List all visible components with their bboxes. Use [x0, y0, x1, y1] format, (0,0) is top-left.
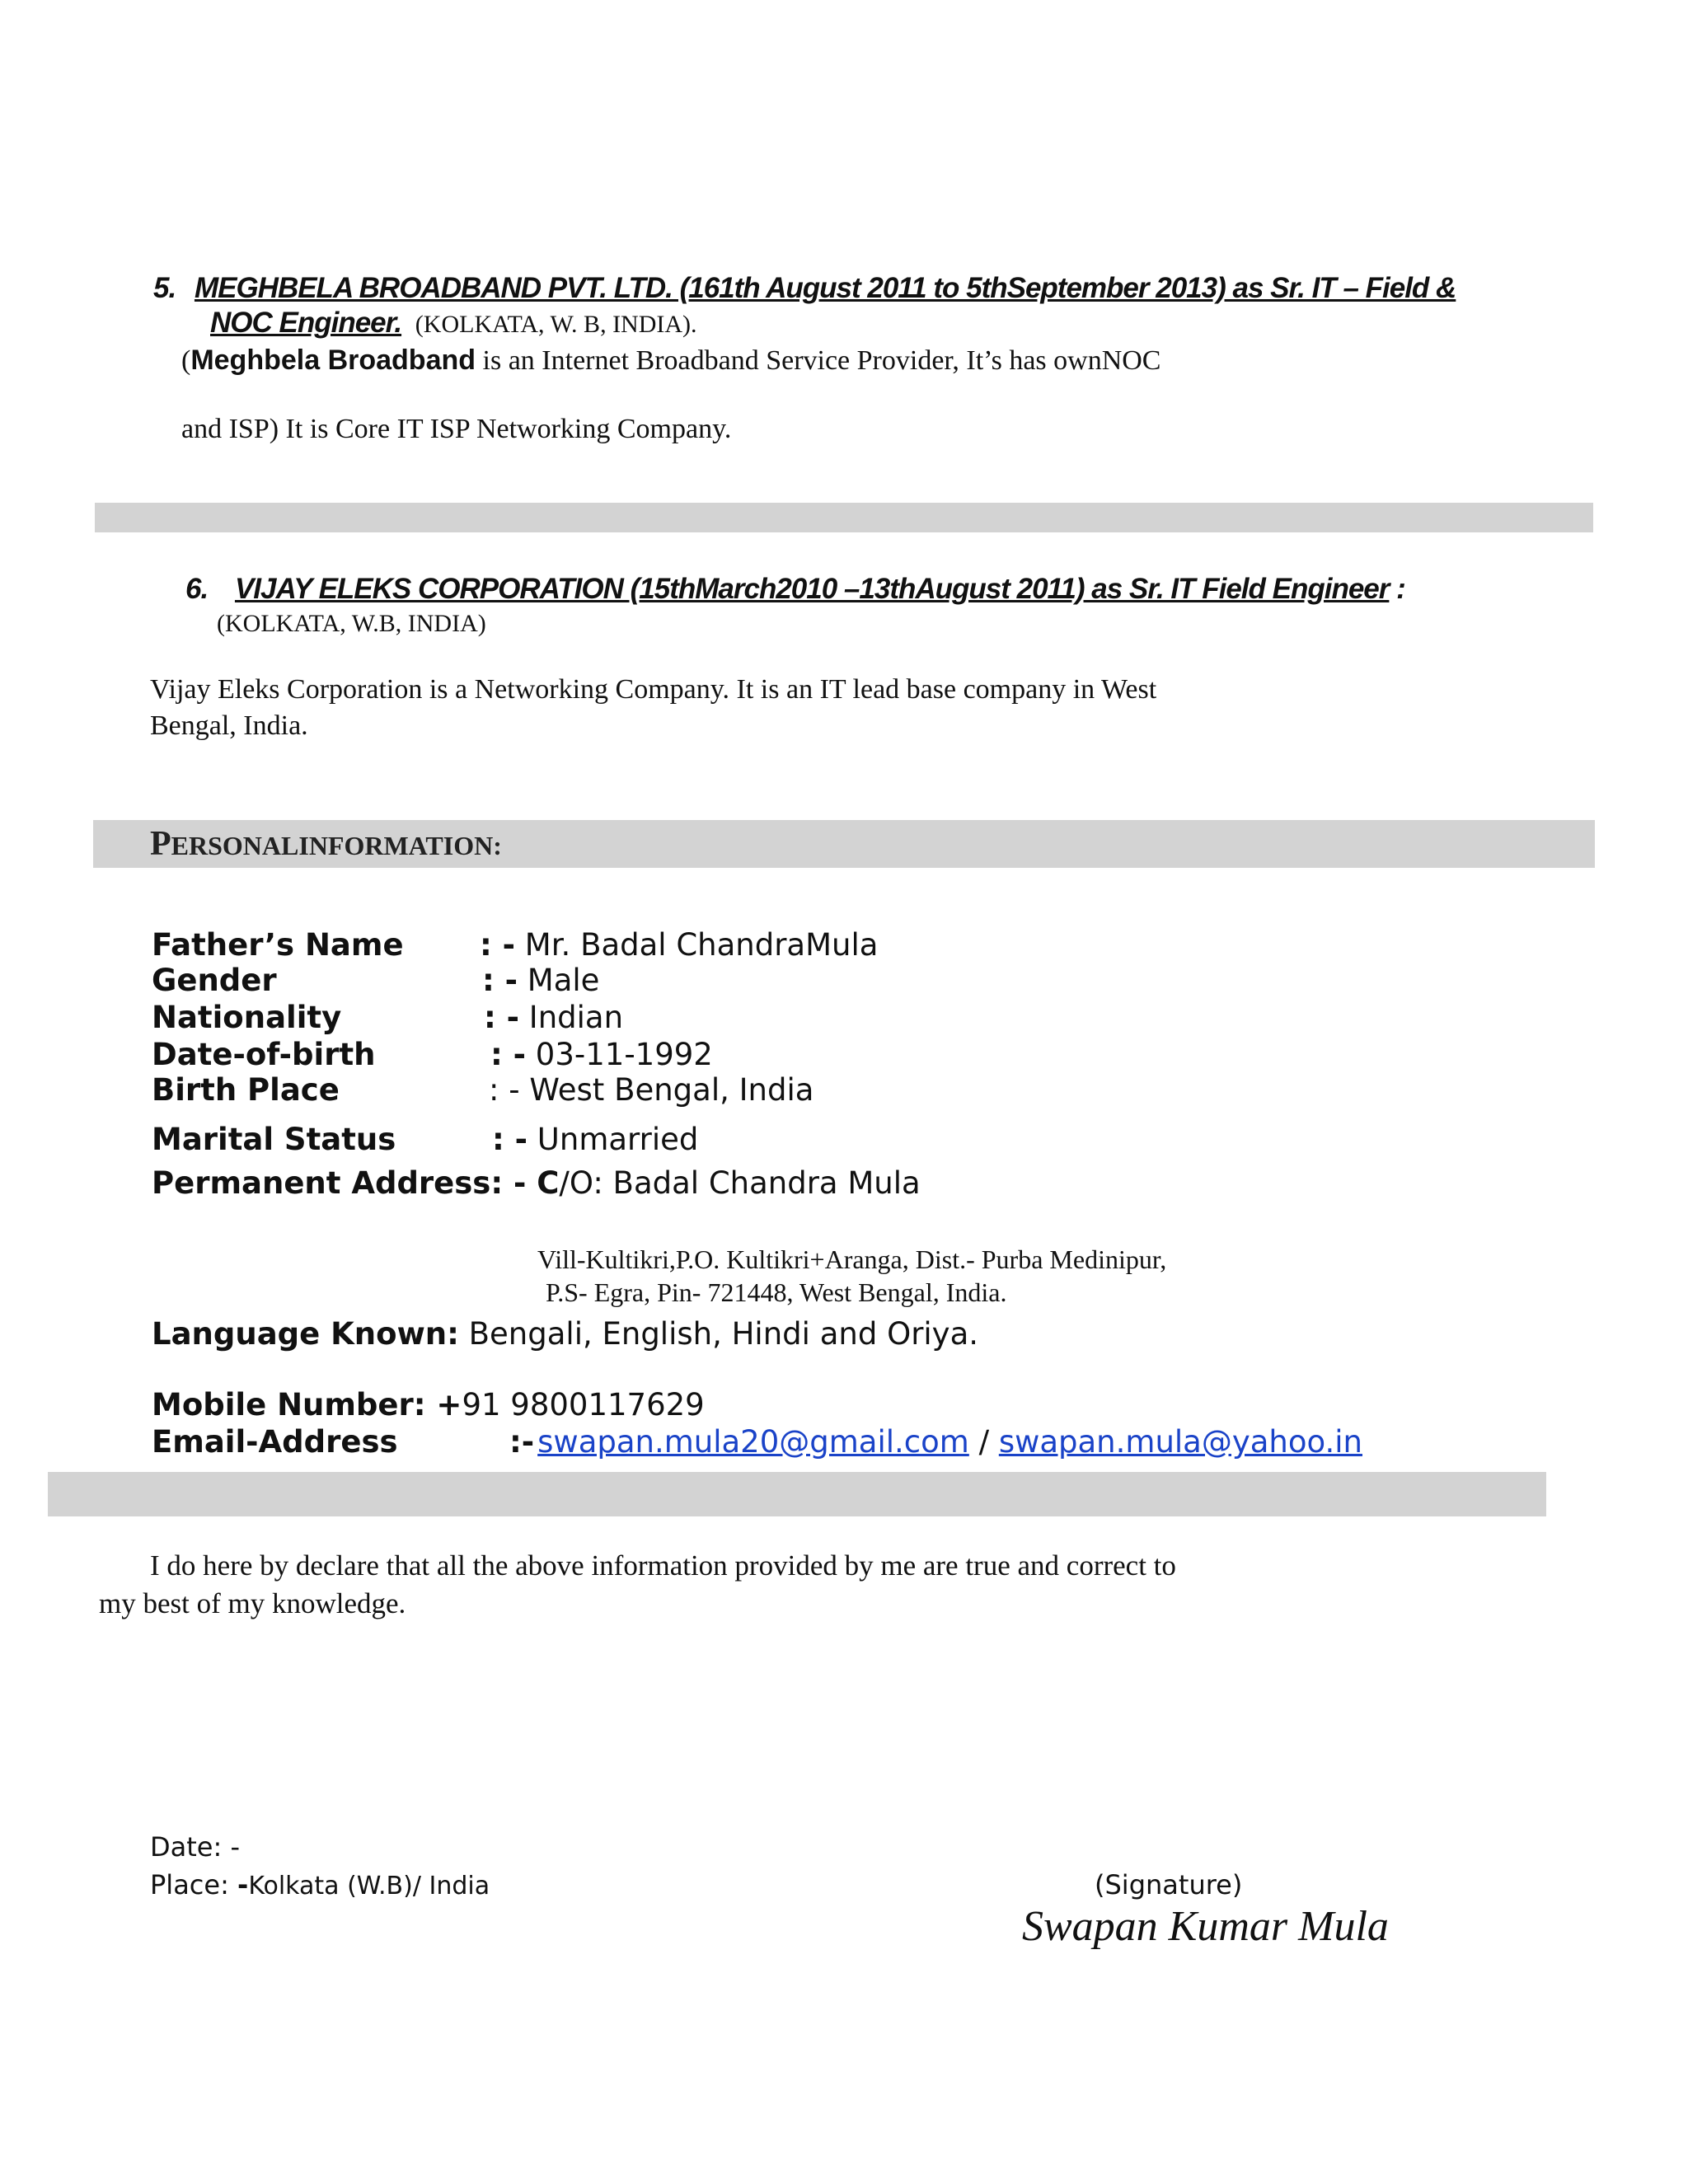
date-label: Date: - — [150, 1831, 240, 1863]
address-line-3: P.S- Egra, Pin- 721448, West Bengal, India. — [546, 1277, 1007, 1307]
email-row-value: :- swapan.mula20@gmail.com / swapan.mula@yahoo.in — [509, 1424, 1362, 1460]
declaration-line2: my best of my knowledge. — [99, 1587, 406, 1619]
email-link-yahoo[interactable]: swapan.mula@yahoo.in — [998, 1424, 1362, 1460]
dob-value: 03-11-1992 — [526, 1037, 713, 1072]
place-label: Place: — [150, 1869, 238, 1900]
section-divider — [95, 503, 1593, 532]
fathers-name-label: Father’s Name — [152, 927, 404, 963]
experience-6-desc-line1: Vijay Eleks Corporation is a Networking Company. It is an IT lead base company in West — [150, 674, 1157, 705]
place-value: Kolkata (W.B)/ India — [248, 1872, 490, 1900]
section-divider-bottom — [48, 1472, 1546, 1516]
signature-name: Swapan Kumar Mula — [1022, 1903, 1389, 1950]
nationality-row-value: : - Indian — [484, 1000, 624, 1035]
birth-place-label: Birth Place — [152, 1072, 340, 1108]
experience-6-location: (KOLKATA, W.B, INDIA) — [217, 610, 486, 637]
fathers-name-value: Mr. Badal ChandraMula — [515, 927, 879, 963]
experience-5-title — [153, 272, 1456, 305]
email-label: Email-Address — [152, 1424, 398, 1460]
permanent-address-row — [152, 1165, 921, 1201]
language-value: Bengali, English, Hindi and Oriya. — [458, 1316, 979, 1352]
permanent-address-value: /O: Badal Chandra Mula — [559, 1165, 921, 1201]
personal-info-heading: PERSONALINFORMATION: — [150, 825, 502, 863]
experience-6-desc-line2: Bengal, India. — [150, 710, 308, 741]
language-label: Language Known: — [152, 1316, 459, 1352]
email-link-gmail[interactable]: swapan.mula20@gmail.com — [537, 1424, 969, 1460]
permanent-address-label: Permanent Address: - C — [152, 1165, 560, 1201]
dob-row-value: : - 03-11-1992 — [490, 1037, 713, 1072]
company-name-bold: Meghbela Broadband — [190, 344, 476, 376]
language-row — [152, 1316, 978, 1352]
mobile-row — [152, 1387, 705, 1422]
gender-value: Male — [518, 963, 600, 998]
mobile-value: 91 9800117629 — [462, 1387, 705, 1422]
experience-5-location: (KOLKATA, W. B, INDIA). — [415, 311, 697, 338]
experience-6-title: 6. VIJAY ELEKS CORPORATION (15thMarch2010 –13thAugust 2011) as Sr. IT Field Engineer : — [185, 573, 1405, 605]
birth-place-value: West Bengal, India — [519, 1072, 814, 1108]
experience-5-title-cont — [210, 307, 697, 340]
signature-label: (Signature) — [1095, 1869, 1243, 1900]
marital-status-row-value: : - Unmarried — [492, 1122, 699, 1157]
gender-row-value: : - Male — [482, 963, 600, 998]
address-line-2: Vill-Kultikri,P.O. Kultikri+Aranga, Dist.- Purba Medinipur, — [537, 1244, 1167, 1274]
experience-6-number: 6. — [185, 573, 209, 605]
dob-label: Date-of-birth — [152, 1037, 376, 1072]
experience-5-role-cont: NOC Engineer. — [210, 307, 402, 339]
experience-5-desc-line2: and ISP) It is Core IT ISP Networking Company. — [181, 414, 732, 444]
mobile-label: Mobile Number: + — [152, 1387, 462, 1422]
declaration-line1: I do here by declare that all the above information provided by me are true and correct to — [150, 1549, 1176, 1582]
experience-5-desc-line1: (Meghbela Broadband is an Internet Broadband Service Provider, It’s has ownNOC — [181, 344, 1161, 376]
marital-status-value: Unmarried — [528, 1122, 699, 1157]
fathers-name-row-value: : - Mr. Badal ChandraMula — [480, 927, 879, 963]
experience-5-company: MEGHBELA BROADBAND PVT. LTD. (161th August 2011 to 5thSeptember 2013) as Sr. IT – Field & — [194, 272, 1456, 304]
place-row: Place: -Kolkata (W.B)/ India — [150, 1869, 490, 1900]
experience-5-number: 5. — [153, 272, 176, 304]
nationality-label: Nationality — [152, 1000, 342, 1035]
experience-6-company: VIJAY ELEKS CORPORATION (15thMarch2010 –13thAugust 2011) as Sr. IT Field Engineer — [234, 573, 1390, 605]
marital-status-label: Marital Status — [152, 1122, 396, 1157]
birth-place-row-value: : - West Bengal, India — [489, 1072, 814, 1108]
gender-label: Gender — [152, 963, 277, 998]
nationality-value: Indian — [519, 1000, 624, 1035]
